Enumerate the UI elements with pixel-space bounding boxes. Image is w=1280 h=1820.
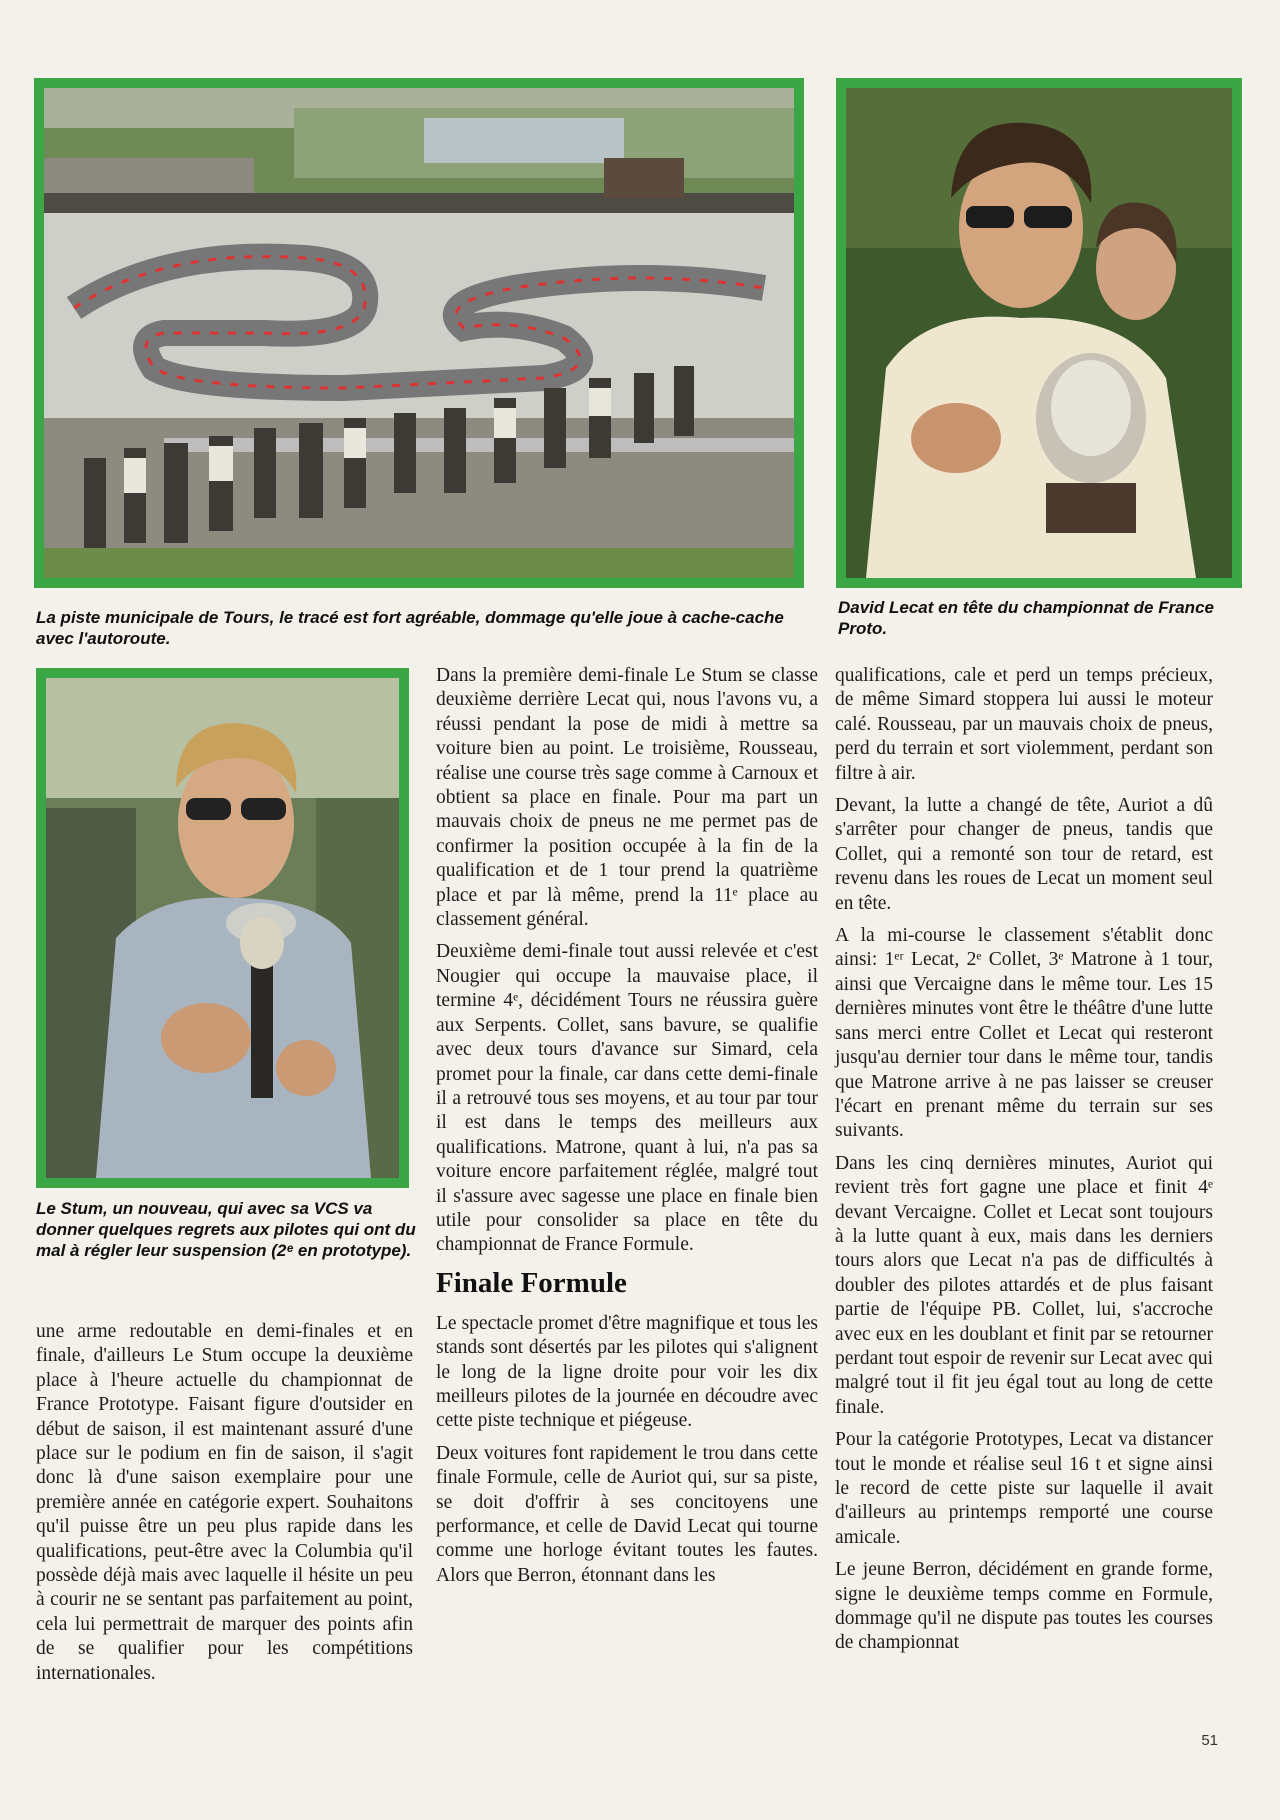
lecat-caption: David Lecat en tête du championnat de France Proto. xyxy=(838,598,1214,638)
paragraph: A la mi-course le classement s'établit donc ainsi: 1ᵉʳ Lecat, 2ᵉ Collet, 3ᵉ Matrone à 1 tour, ainsi que Vercaigne dans le même tour. Les 15 dernières minutes vont être le théâtre d'une lutte sans merci entre Collet et Lecat qui resteront jusqu'au dernier tour dans le même tour, tandis que Matrone arrive à ne pas laisser se creuser l'écart en prenant même du terrain sur ses suivants. xyxy=(835,925,1213,1142)
track-photo xyxy=(34,78,804,588)
stum-caption: Le Stum, un nouveau, qui avec sa VCS va donner quelques regrets aux pilotes qui ont du mal à régler leur suspension (2ᵉ en prototype). xyxy=(36,1199,416,1260)
section-heading: Finale Formule xyxy=(436,1266,627,1299)
stum-photo xyxy=(36,668,409,1188)
paragraph: Le jeune Berron, décidément en grande forme, signe le deuxième temps comme en Formule, dommage qu'il ne dispute pas toutes les courses de championnat xyxy=(835,1559,1213,1654)
paragraph: Devant, la lutte a changé de tête, Auriot a dû s'arrêter pour changer de pneus, tandis que Collet, qui a remonté son tour de retard, est revenu dans les roues de Lecat un moment seul en tête. xyxy=(835,795,1213,914)
paragraph: Dans les cinq dernières minutes, Auriot qui revient très fort gagne une place et finit 4ᵉ devant Vercaigne. Collet et Lecat sont toujours à la lutte quant à eux, mais dans les derniers tours alors que Lecat n'a pas de difficultés à doubler des pilotes attardés et de plus faisant partie de l'équipe PB. Collet, lui, s'accroche avec eux en les doublant et finit par se retourner perdant tout espoir de revenir sur Lecat avec qui malgré tout il fit jeu égal tout au long de cette finale. xyxy=(835,1152,1213,1418)
paragraph: Deux voitures font rapidement le trou dans cette finale Formule, celle de Auriot qui, sur sa piste, se doit d'offrir à ses concitoyens une performance, et celle de David Lecat qui tourne comme une horloge évitant toutes les fautes. Alors que Berron, étonnant dans les xyxy=(436,1442,818,1586)
paragraph: Deuxième demi-finale tout aussi relevée et c'est Nougier qui occupe la mauvaise place, il termine 4ᵉ, décidément Tours ne réussira guère aux Serpents. Collet, sans bavure, se qualifie avec deux tours d'avance sur Simard, cela promet pour la finale, car dans cette demi-finale il a retrouvé tous ses moyens, et au tour par tour il est dans le temps des meilleurs aux qualifications. Matrone, quant à lui, n'a pas sa voiture encore parfaitement réglée, malgré tout il s'assure avec sagesse une place en finale bien utile pour consolider sa place en tête du championnat de France Formule. xyxy=(436,941,818,1256)
race-track-photo xyxy=(44,88,794,578)
portrait-with-trophy-photo xyxy=(46,678,399,1178)
paragraph: qualifications, cale et perd un temps précieux, de même Simard stoppera lui aussi le moteur calé. Rousseau, par un mauvais choix de pneus, perd du terrain et sort violemment, perdant son filtre à air. xyxy=(835,665,1213,784)
article-column-2 xyxy=(436,664,818,1596)
paragraph: Le spectacle promet d'être magnifique et tous les stands sont désertés par les pilotes qui s'alignent le long de la ligne droite pour voir les dix meilleurs pilotes de la journée en découdre avec cette piste technique et piégeuse. xyxy=(436,1312,818,1432)
track-caption: La piste municipale de Tours, le tracé est fort agréable, dommage qu'elle joue à cache-cache avec l'autoroute. xyxy=(36,608,784,648)
page-number: 51 xyxy=(1201,1732,1218,1749)
portrait-with-trophy-photo xyxy=(846,88,1232,578)
article-column-1 xyxy=(36,1320,413,1694)
article-column-3 xyxy=(835,664,1213,1664)
paragraph: une arme redoutable en demi-finales et en finale, d'ailleurs Le Stum occupe la deuxième place à l'heure actuelle du championnat de France Prototype. Faisant figure d'outsider en début de saison, il est maintenant assuré d'une place sur le podium en fin de saison, il s'agit donc là d'une saison exemplaire pour une première année en catégorie expert. Souhaitons qu'il puisse être un peu plus rapide dans les qualifications, peut-être avec la Columbia qu'il possède déjà mais avec laquelle il hésite un peu à courir ne se sentant pas parfaitement au point, cela lui permettrait de marquer des points afin de se qualifier pour les compétitions internationales. xyxy=(36,1321,413,1684)
paragraph: Pour la catégorie Prototypes, Lecat va distancer tout le monde et réalise seul 16 t et signe ainsi le record de cette piste sur laquelle il avait d'ailleurs au printemps remporté une course amicale. xyxy=(835,1429,1213,1548)
paragraph: Dans la première demi-finale Le Stum se classe deuxième derrière Lecat qui, nous l'avons vu, a réussi pendant la pose de midi à mettre sa voiture bien au point. Le troisième, Rousseau, réalise une course très sage comme à Carnoux et obtient sa place en finale. Pour ma part un mauvais choix de pneus ne me permet pas de confirmer la position occupée à la fin de la qualification et de 1 tour prend la quatrième place et par là même, prend la 11ᵉ place au classement général. xyxy=(436,665,818,931)
lecat-photo xyxy=(836,78,1242,588)
